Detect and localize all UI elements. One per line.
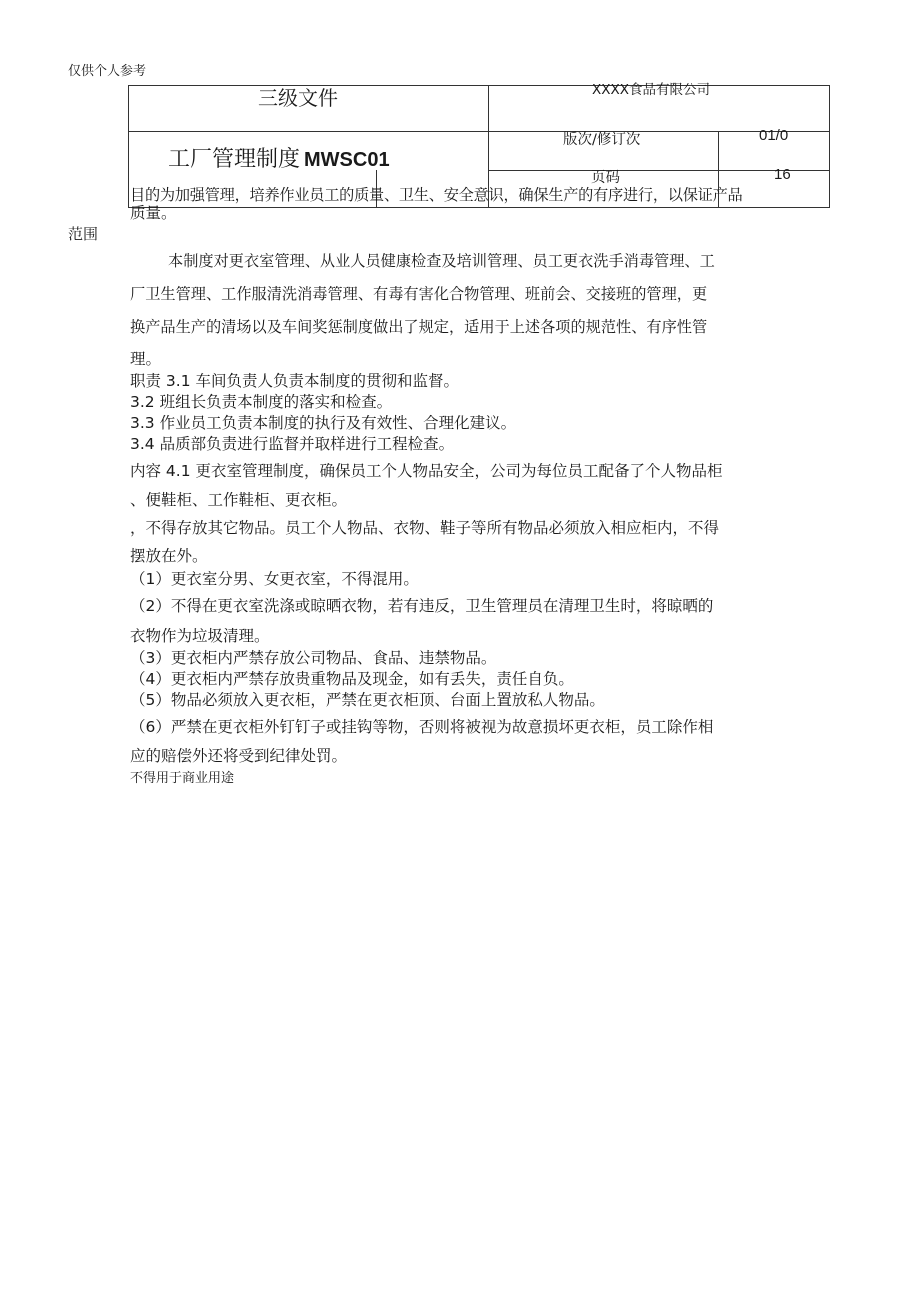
scope-line-1: 本制度对更衣室管理、从业人员健康检查及培训管理、员工更衣洗手消毒管理、工: [168, 252, 715, 270]
scope-line-4: 理。: [130, 350, 162, 368]
version-label: 版次/修订次: [563, 132, 641, 148]
document-code: MWSC01: [304, 149, 390, 171]
header-note: 仅供个人参考: [68, 64, 147, 79]
content-intro-line-1: 内容 4.1 更衣室管理制度，确保员工个人物品安全，公司为每位员工配备了个人物品柜: [130, 462, 723, 480]
document-level: 三级文件: [258, 86, 338, 110]
scope-line-3: 换产品生产的清场以及车间奖惩制度做出了规定，适用于上述各项的规范性、有序性管: [130, 318, 708, 336]
rule-item: （3）更衣柜内严禁存放公司物品、食品、违禁物品。: [130, 649, 497, 667]
rule-item: （1）更衣室分男、女更衣室，不得混用。: [130, 570, 419, 588]
company-name: XXXX食品有限公司: [592, 82, 710, 98]
purpose-line-2: 质量。: [130, 204, 177, 222]
duty-item: 3.4 品质部负责进行监督并取样进行工程检查。: [130, 435, 455, 453]
footer-note: 不得用于商业用途: [130, 771, 235, 786]
rule-item: （6）严禁在更衣柜外钉钉子或挂钩等物，否则将被视为故意损坏更衣柜，员工除作相: [130, 718, 714, 736]
purpose-line-1: 目的为加强管理，培养作业员工的质量、卫生、安全意识，确保生产的有序进行，以保证产品: [130, 186, 743, 204]
document-title-text: 工厂管理制度: [168, 147, 301, 172]
rule-item: （2）不得在更衣室洗涤或晾晒衣物，若有违反，卫生管理员在清理卫生时，将晾晒的: [130, 597, 714, 615]
rule-item-continuation: 衣物作为垃圾清理。: [130, 627, 270, 645]
page-label: 页码: [591, 170, 620, 186]
duty-item: 3.2 班组长负责本制度的落实和检查。: [130, 393, 393, 411]
document-title: [168, 142, 390, 173]
version-value: 01/0: [759, 127, 789, 144]
content-note-line-1: ，不得存放其它物品。员工个人物品、衣物、鞋子等所有物品必须放入相应柜内，不得: [130, 519, 720, 537]
content-intro-line-2: 、便鞋柜、工作鞋柜、更衣柜。: [130, 491, 348, 509]
rule-item: （5）物品必须放入更衣柜，严禁在更衣柜顶、台面上置放私人物品。: [130, 691, 605, 709]
content-note-line-2: 摆放在外。: [130, 547, 208, 565]
scope-heading: 范围: [68, 225, 99, 243]
duty-item: 职责 3.1 车间负责人负责本制度的贯彻和监督。: [130, 372, 460, 390]
rule-item-continuation: 应的赔偿外还将受到纪律处罚。: [130, 747, 348, 765]
duty-item: 3.3 作业员工负责本制度的执行及有效性、合理化建议。: [130, 414, 517, 432]
rule-item: （4）更衣柜内严禁存放贵重物品及现金，如有丢失，责任自负。: [130, 670, 574, 688]
scope-line-2: 厂卫生管理、工作服清洗消毒管理、有毒有害化合物管理、班前会、交接班的管理，更: [130, 285, 708, 303]
page-value: 16: [774, 166, 791, 183]
